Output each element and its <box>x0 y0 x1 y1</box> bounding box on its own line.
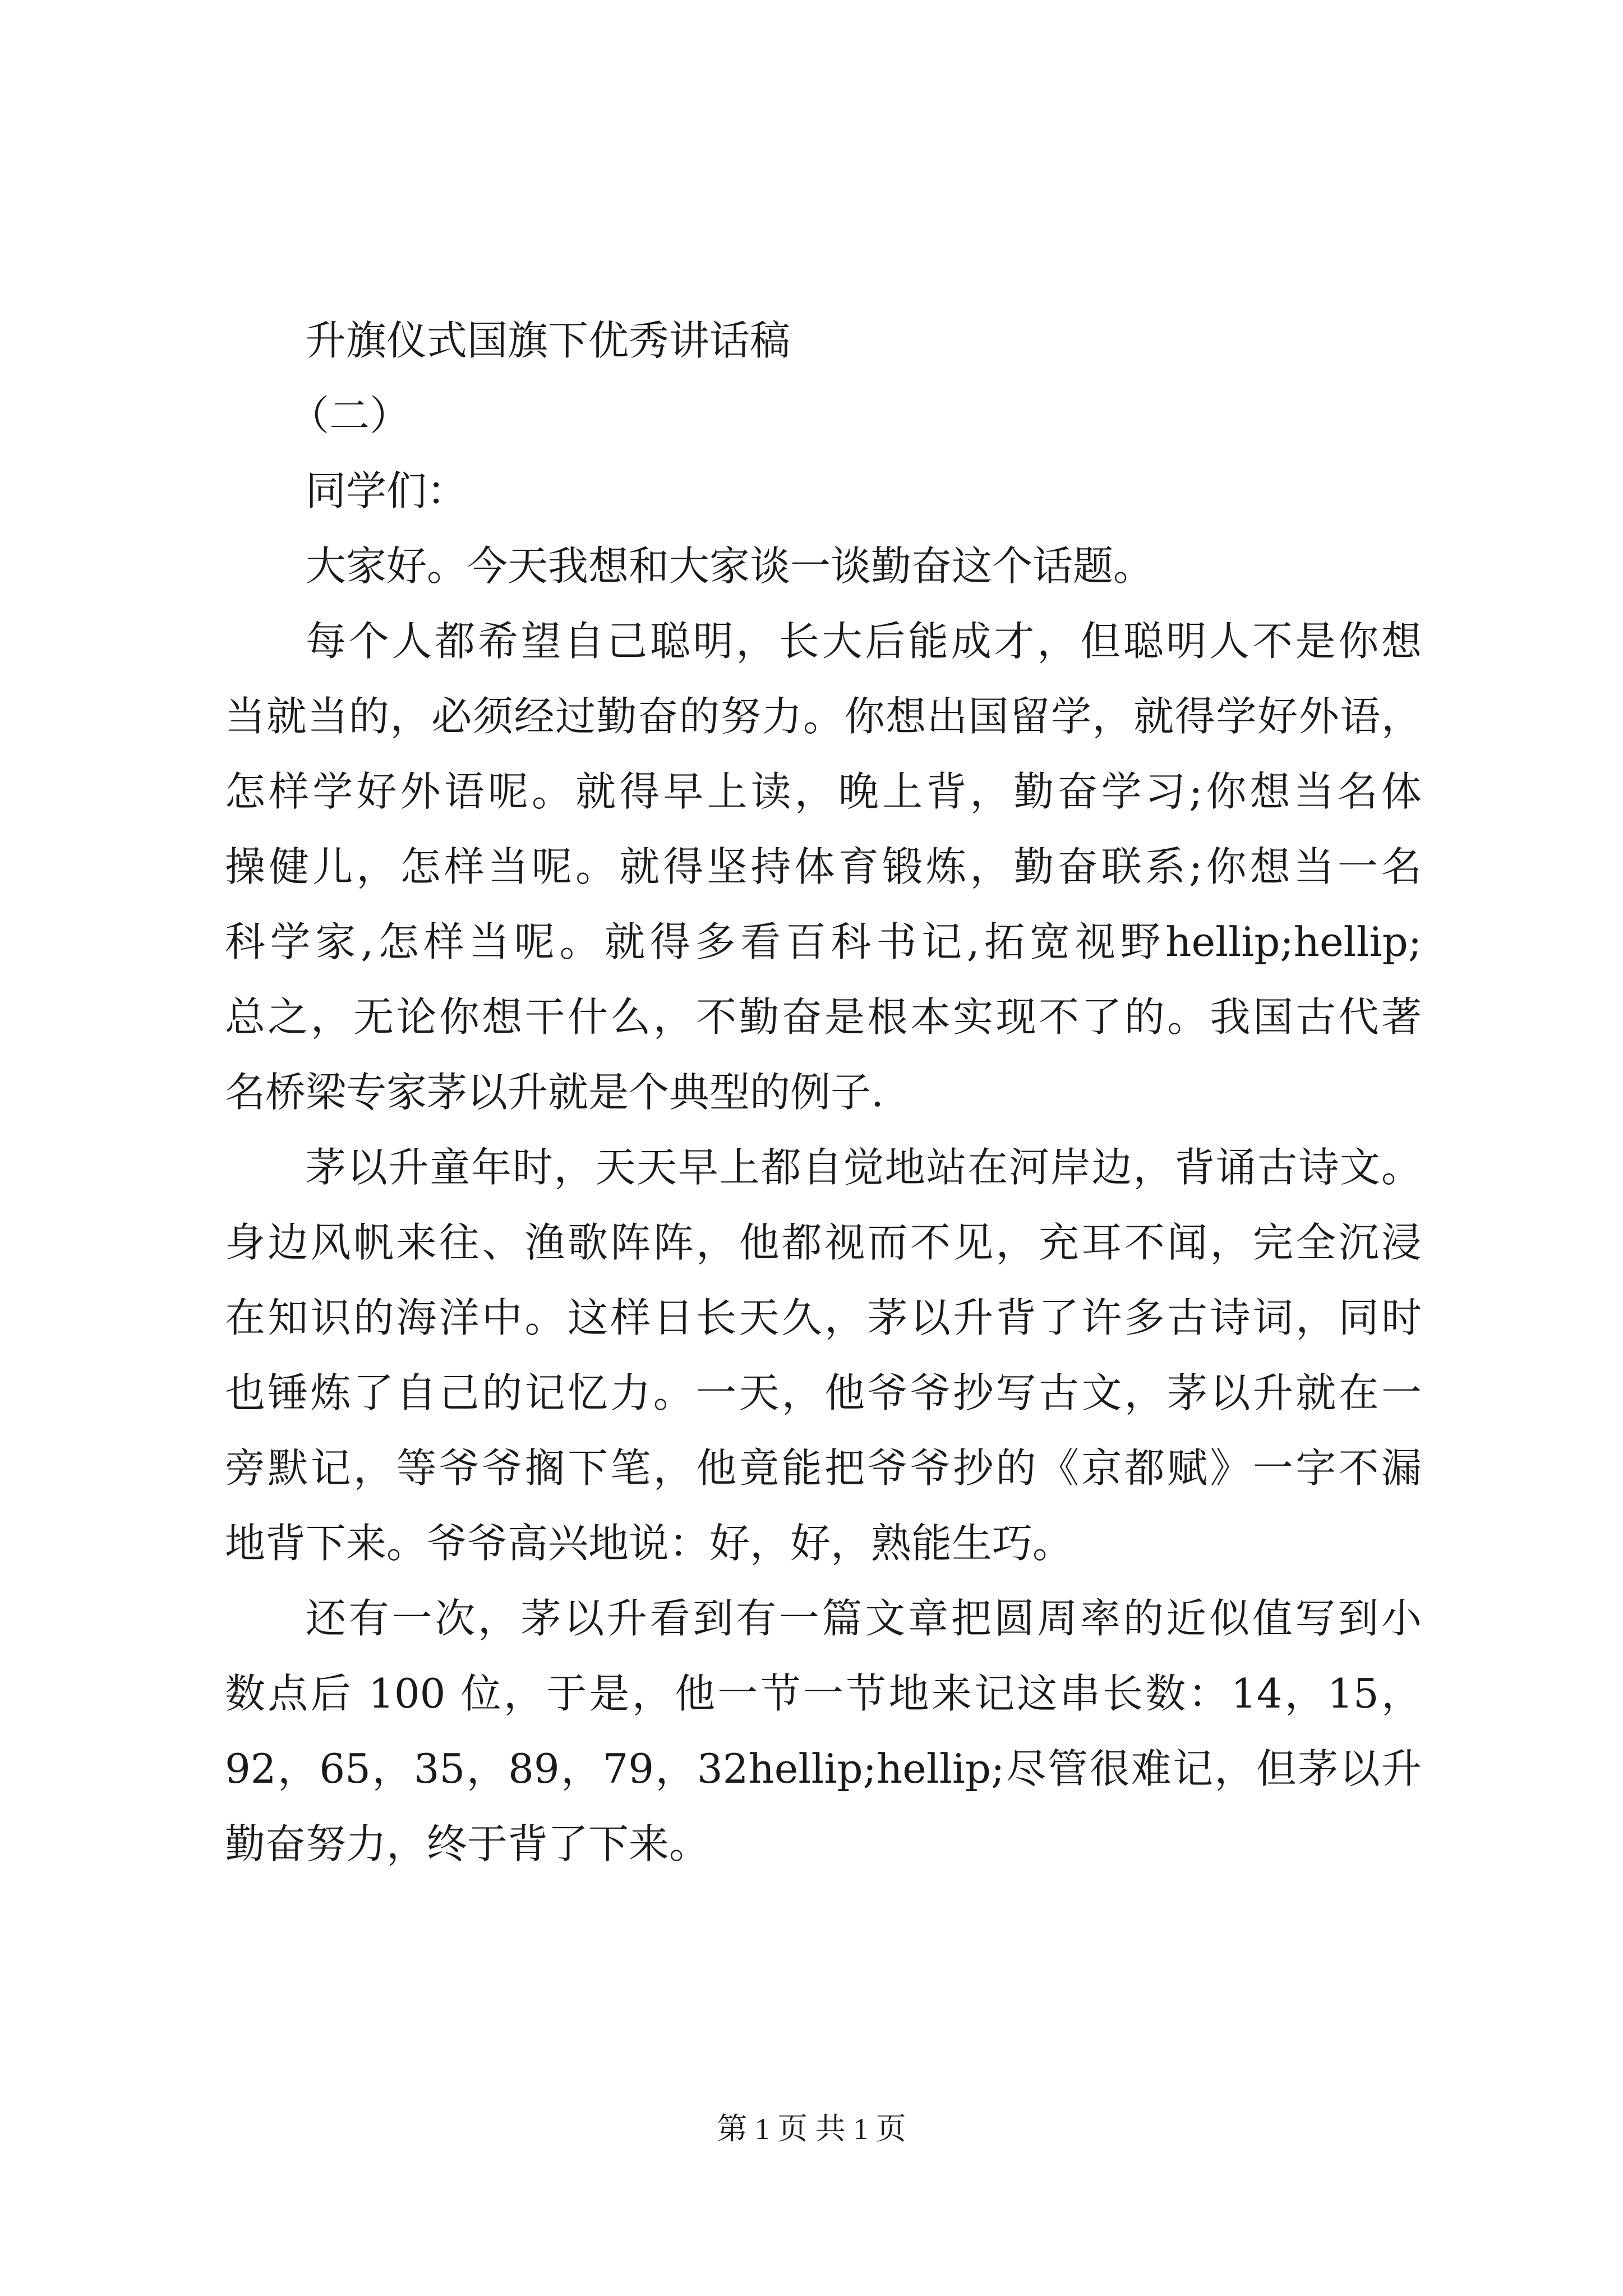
paragraph-line: 当就当的，必须经过勤奋的努力。你想出国留学，就得学好外语， <box>225 693 1422 740</box>
paragraph-line: 怎样学好外语呢。就得早上读，晚上背，勤奋学习;你想当名体 <box>225 768 1422 815</box>
document-subtitle: （二） <box>289 392 411 439</box>
paragraph-line: 还有一次，茅以升看到有一篇文章把圆周率的近似值写到小 <box>306 1595 1422 1642</box>
paragraph-line: 茅以升童年时，天天早上都自觉地站在河岸边，背诵古诗文。 <box>306 1144 1422 1191</box>
paragraph-line: 勤奋努力，终于背了下来。 <box>225 1820 710 1867</box>
document-title: 升旗仪式国旗下优秀讲话稿 <box>306 317 791 364</box>
greeting: 大家好。今天我想和大家谈一谈勤奋这个话题。 <box>306 542 1154 590</box>
paragraph-line: 名桥梁专家茅以升就是个典型的例子. <box>225 1069 884 1116</box>
salutation: 同学们： <box>306 467 468 514</box>
paragraph-line: 地背下来。爷爷高兴地说：好，好，熟能生巧。 <box>225 1520 1073 1567</box>
paragraph-line: 也锤炼了自己的记忆力。一天，他爷爷抄写古文，茅以升就在一 <box>225 1369 1422 1416</box>
paragraph-3 <box>225 1581 1422 1881</box>
paragraph-1 <box>225 604 1422 1130</box>
paragraph-line: 在知识的海洋中。这样日长天久，茅以升背了许多古诗词，同时 <box>225 1294 1422 1341</box>
paragraph-line: 身边风帆来往、渔歌阵阵，他都视而不见，充耳不闻，完全沉浸 <box>225 1219 1422 1266</box>
document-body <box>225 303 1422 1881</box>
paragraph-line: 科学家,怎样当呢。就得多看百科书记,拓宽视野hellip;hellip; <box>225 918 1422 965</box>
page-footer: 第 1 页 共 1 页 <box>717 2112 906 2146</box>
paragraph-2 <box>225 1130 1422 1581</box>
paragraph-line: 旁默记，等爷爷搁下笔，他竟能把爷爷抄的《京都赋》一字不漏 <box>225 1444 1422 1492</box>
paragraph-line: 92，65，35，89，79，32hellip;hellip;尽管很难记，但茅以升 <box>225 1745 1422 1792</box>
paragraph-line: 数点后 100 位，于是，他一节一节地来记这串长数：14，15， <box>225 1670 1422 1717</box>
paragraph-line: 总之，无论你想干什么，不勤奋是根本实现不了的。我国古代著 <box>225 993 1422 1041</box>
paragraph-line: 每个人都希望自己聪明，长大后能成才，但聪明人不是你想 <box>306 618 1422 665</box>
paragraph-line: 操健儿，怎样当呢。就得坚持体育锻炼，勤奋联系;你想当一名 <box>225 843 1422 890</box>
